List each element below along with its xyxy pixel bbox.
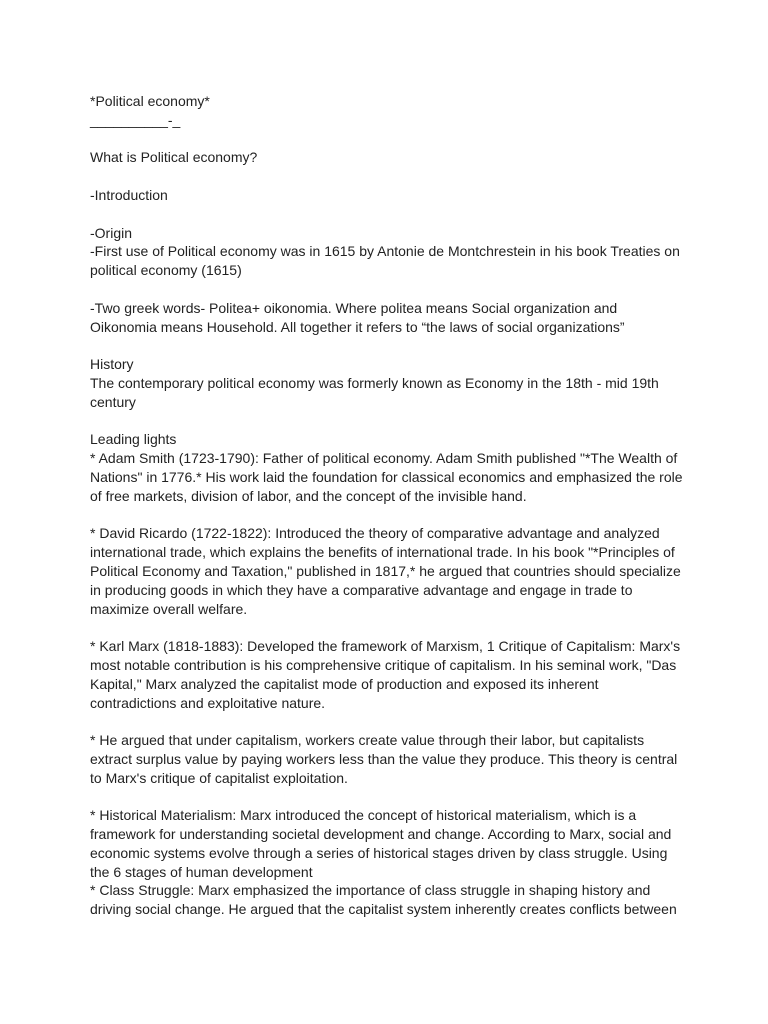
origin-heading: -Origin	[90, 224, 133, 241]
leading-lights-heading: Leading lights	[90, 431, 177, 448]
history-text-line: The contemporary political economy was formerly known as Economy in the 18th - mid 19th	[90, 374, 659, 391]
surplus-value-line: * He argued that under capitalism, workers create value through their labor, but capitalists	[90, 732, 645, 749]
spacer	[90, 712, 708, 731]
spacer	[90, 280, 708, 299]
history-heading: History	[90, 356, 134, 373]
david-ricardo-line: international trade, which explains the benefits of international trade. In his book "*Principles of	[90, 544, 675, 561]
adam-smith-line: * Adam Smith (1723-1790): Father of political economy. Adam Smith published "*The Wealth of	[90, 450, 678, 467]
david-ricardo-line: maximize overall welfare.	[90, 600, 248, 617]
david-ricardo-line: * David Ricardo (1722-1822): Introduced the theory of comparative advantage and analyzed	[90, 525, 660, 542]
introduction-heading: -Introduction	[90, 186, 168, 203]
adam-smith-line: Nations" in 1776.* His work laid the foundation for classical economics and emphasized the role	[90, 468, 683, 485]
origin-greek-words-line: -Two greek words- Politea+ oikonomia. Where politea means Social organization and	[90, 299, 618, 316]
title-underline: __________-_	[90, 111, 181, 128]
david-ricardo-line: Political Economy and Taxation," published in 1817,* he argued that countries should specialize	[90, 562, 681, 579]
karl-marx-line: most notable contribution is his comprehensive critique of capitalism. In his seminal work, "Das	[90, 656, 677, 673]
surplus-value-line: to Marx's critique of capitalist exploitation.	[90, 769, 348, 786]
history-text-line: century	[90, 393, 136, 410]
surplus-value-line: extract surplus value by paying workers less than the value they produce. This theory is central	[90, 750, 678, 767]
karl-marx-line: contradictions and exploitative nature.	[90, 694, 326, 711]
historical-materialism-line: economic systems evolve through a series of historical stages driven by class struggle. Using	[90, 844, 668, 861]
class-struggle-line: * Class Struggle: Marx emphasized the importance of class struggle in shaping history and	[90, 882, 651, 899]
spacer	[90, 336, 708, 355]
spacer	[90, 130, 708, 149]
spacer	[90, 205, 708, 224]
spacer	[90, 618, 708, 637]
karl-marx-line: * Karl Marx (1818-1883): Developed the framework of Marxism, 1 Critique of Capitalism: Marx's	[90, 638, 681, 655]
class-struggle-line: driving social change. He argued that the capitalist system inherently creates conflicts between	[90, 901, 677, 918]
spacer	[90, 167, 708, 186]
origin-first-use-line: -First use of Political economy was in 1615 by Antonie de Montchrestein in his book Treaties on	[90, 243, 680, 260]
david-ricardo-line: in producing goods in which they have a comparative advantage and engage in trade to	[90, 581, 633, 598]
karl-marx-line: Kapital," Marx analyzed the capitalist mode of production and exposed its inherent	[90, 675, 599, 692]
spacer	[90, 787, 708, 806]
historical-materialism-line: the 6 stages of human development	[90, 863, 313, 880]
historical-materialism-line: * Historical Materialism: Marx introduced the concept of historical materialism, which is a	[90, 807, 637, 824]
origin-greek-words-line: Oikonomia means Household. All together it refers to “the laws of social organizations”	[90, 318, 625, 335]
spacer	[90, 506, 708, 525]
spacer	[90, 412, 708, 431]
document-title: *Political economy*	[90, 93, 210, 109]
historical-materialism-line: framework for understanding societal development and change. According to Marx, social and	[90, 826, 672, 843]
question-heading: What is Political economy?	[90, 149, 258, 166]
adam-smith-line: of free markets, division of labor, and the concept of the invisible hand.	[90, 487, 527, 504]
origin-first-use-line: political economy (1615)	[90, 262, 242, 279]
